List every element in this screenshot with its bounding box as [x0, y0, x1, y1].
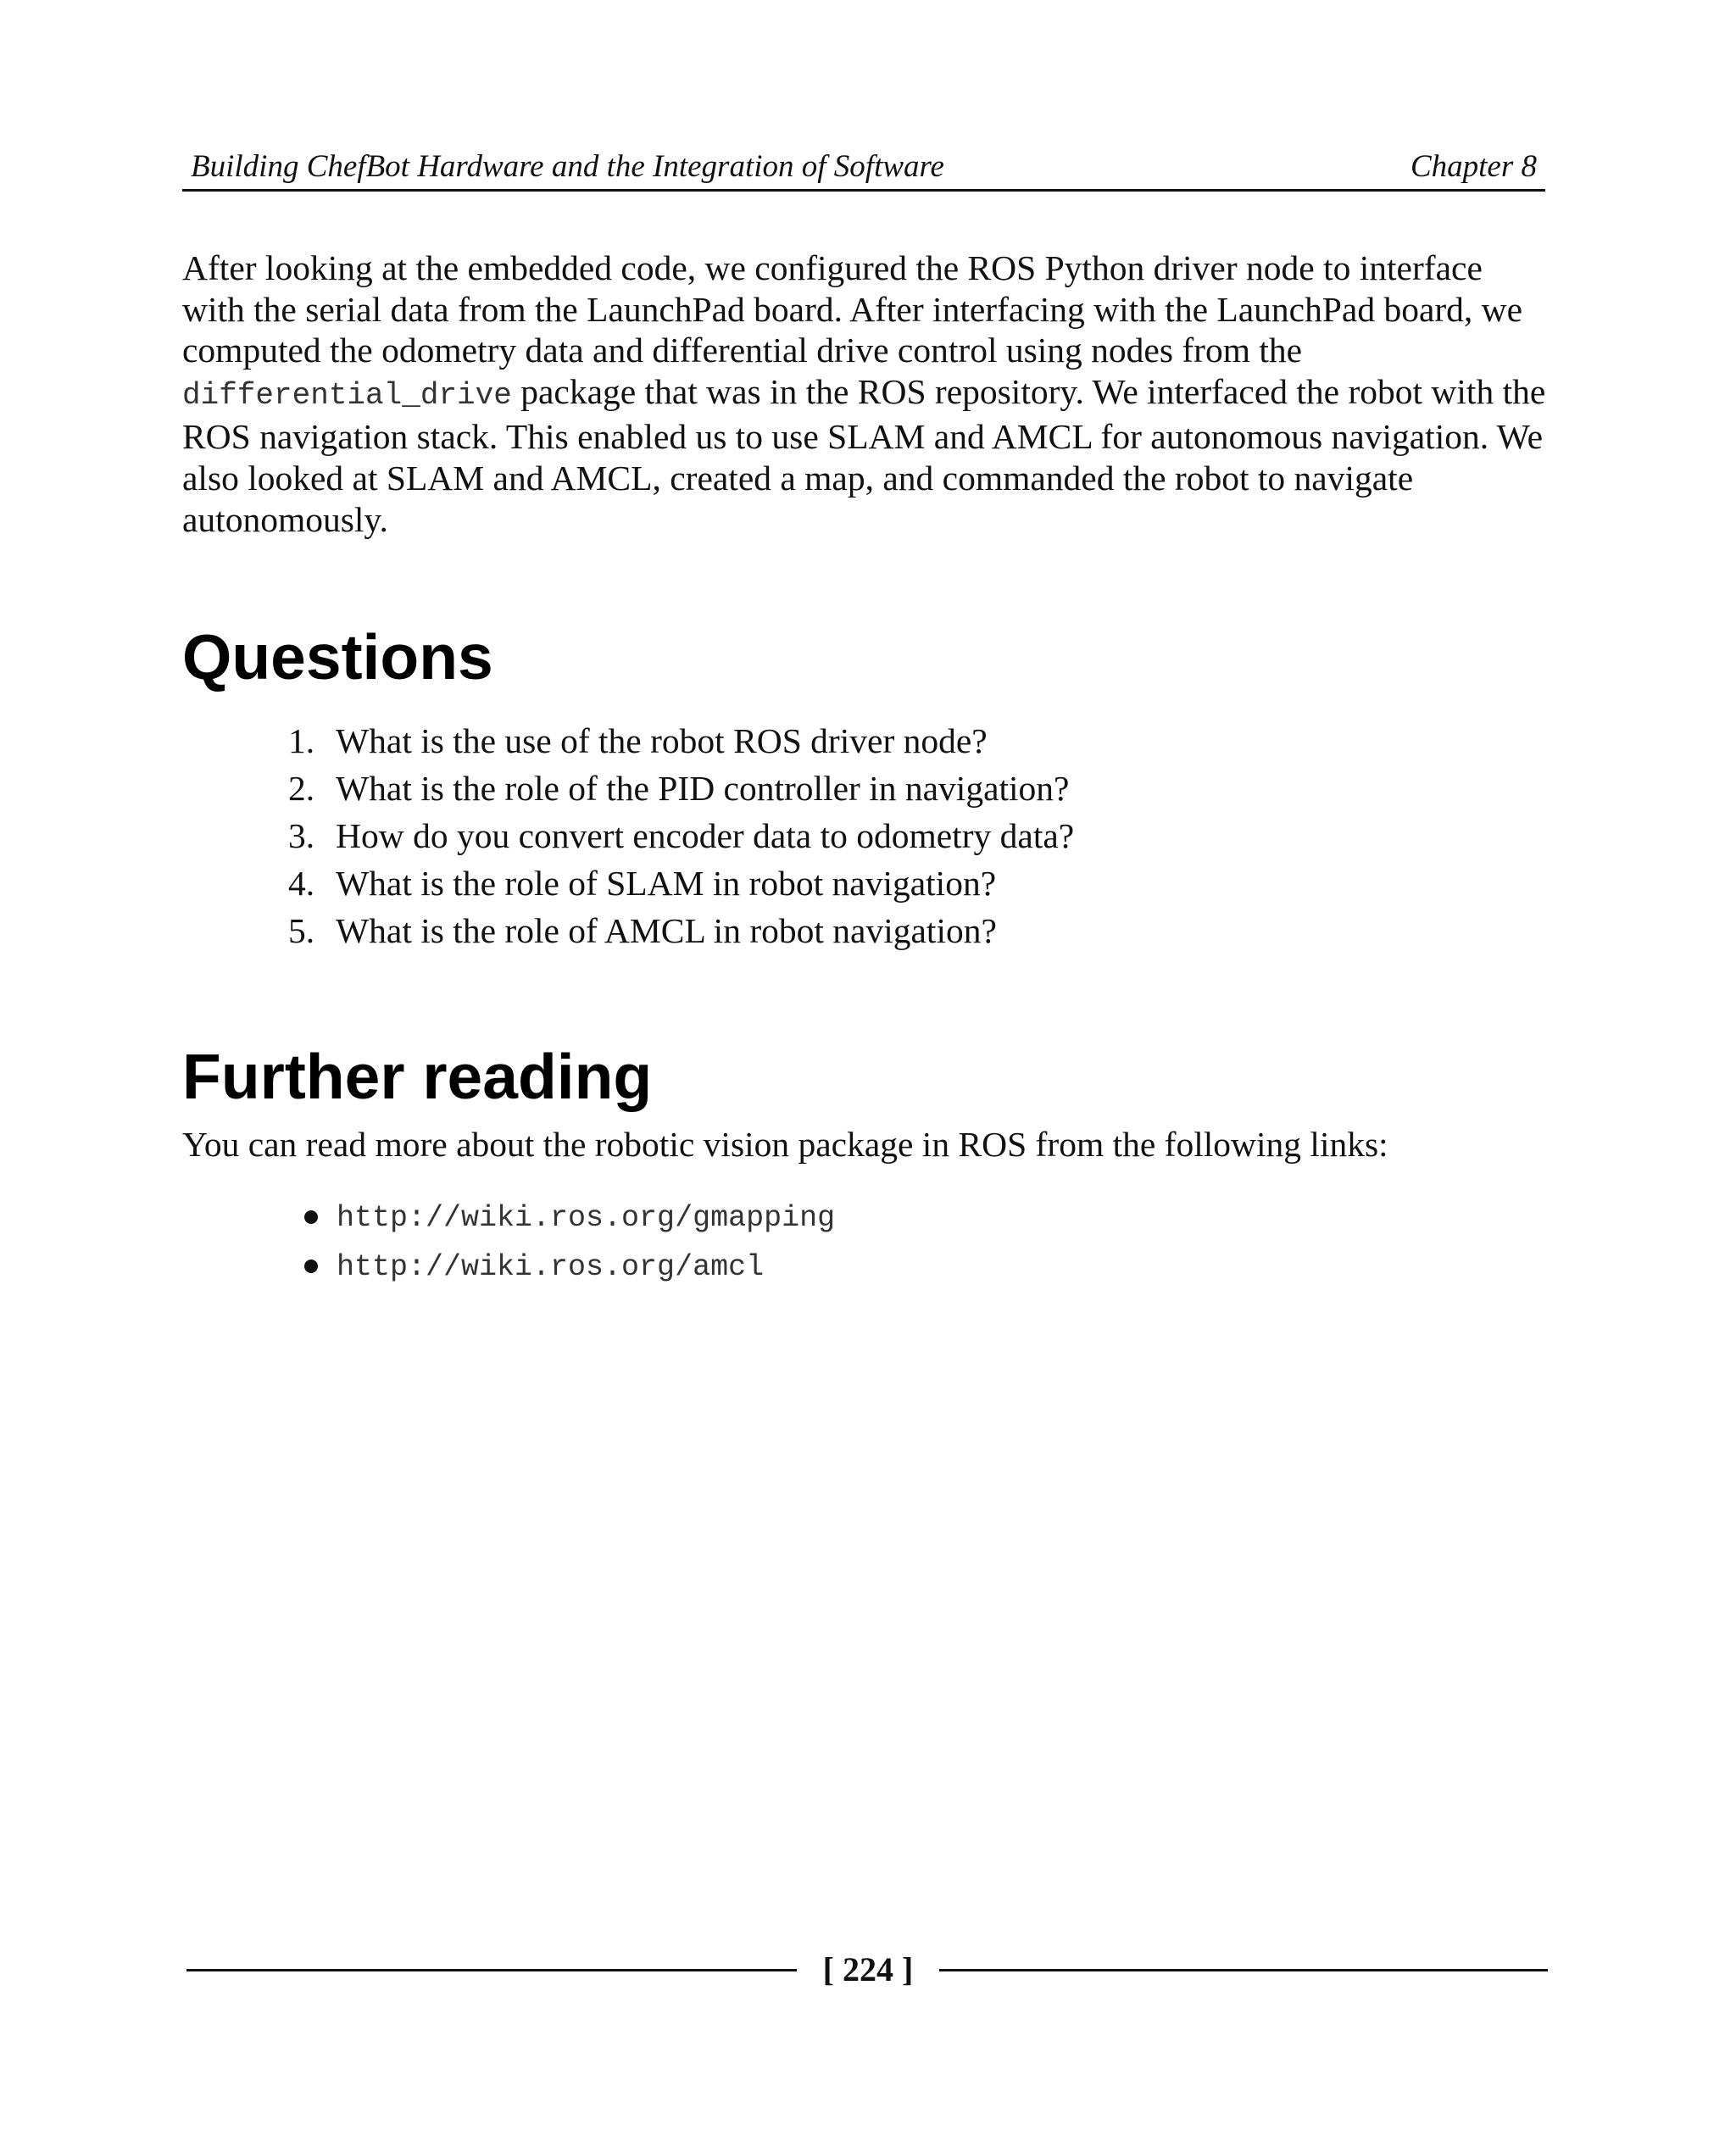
link-gmapping[interactable]: http://wiki.ros.org/gmapping — [337, 1201, 836, 1235]
running-header — [182, 142, 1545, 192]
question-item — [288, 765, 1074, 812]
links-list — [301, 1193, 835, 1292]
bullet-icon — [304, 1260, 318, 1273]
questions-heading: Questions — [182, 621, 493, 692]
question-number: 5. — [288, 911, 315, 950]
question-number: 1. — [288, 721, 315, 760]
question-text: What is the role of the PID controller in navigation? — [336, 769, 1070, 808]
intro-text-end: package that was in the ROS repository. We interfaced the robot with the ROS navigation stack. This enabled us to use SLAM and AMCL for autonomous navigation. We also looked at SLAM and AMCL, created a map, and commanded the robot to navigate autonomously. — [182, 371, 1546, 539]
bullet-icon — [304, 1210, 318, 1224]
page-number: [ 224 ] — [822, 1950, 914, 1988]
link-amcl[interactable]: http://wiki.ros.org/amcl — [337, 1250, 765, 1284]
question-text: What is the role of SLAM in robot navigation? — [336, 864, 997, 903]
question-number: 4. — [288, 864, 315, 903]
question-item — [288, 812, 1074, 859]
inline-code-package: differential_drive — [182, 377, 512, 413]
footer-rule-left — [186, 1969, 797, 1971]
question-item — [288, 907, 1074, 954]
questions-list — [288, 717, 1074, 954]
question-number: 3. — [288, 816, 315, 855]
intro-text-start: After looking at the embedded code, we configured the ROS Python driver node to interface with the serial data from the LaunchPad board. After interfacing with the LaunchPad board, we computed the odometry data and differential drive control using nodes from the — [182, 248, 1523, 370]
question-item — [288, 859, 1074, 907]
footer-rule-right — [939, 1969, 1548, 1971]
question-number: 2. — [288, 769, 315, 808]
link-item — [301, 1193, 835, 1243]
intro-paragraph — [182, 247, 1547, 540]
link-item — [301, 1243, 835, 1292]
question-item — [288, 717, 1074, 765]
running-header-title: Building ChefBot Hardware and the Integration of Software — [191, 149, 944, 184]
running-header-chapter: Chapter 8 — [1410, 149, 1537, 184]
further-reading-intro: You can read more about the robotic vision package in ROS from the following links: — [182, 1125, 1388, 1164]
question-text: What is the use of the robot ROS driver node? — [336, 721, 988, 760]
question-text: What is the role of AMCL in robot navigation? — [336, 911, 997, 950]
question-text: How do you convert encoder data to odometry data? — [336, 816, 1075, 855]
further-reading-heading: Further reading — [182, 1041, 653, 1112]
